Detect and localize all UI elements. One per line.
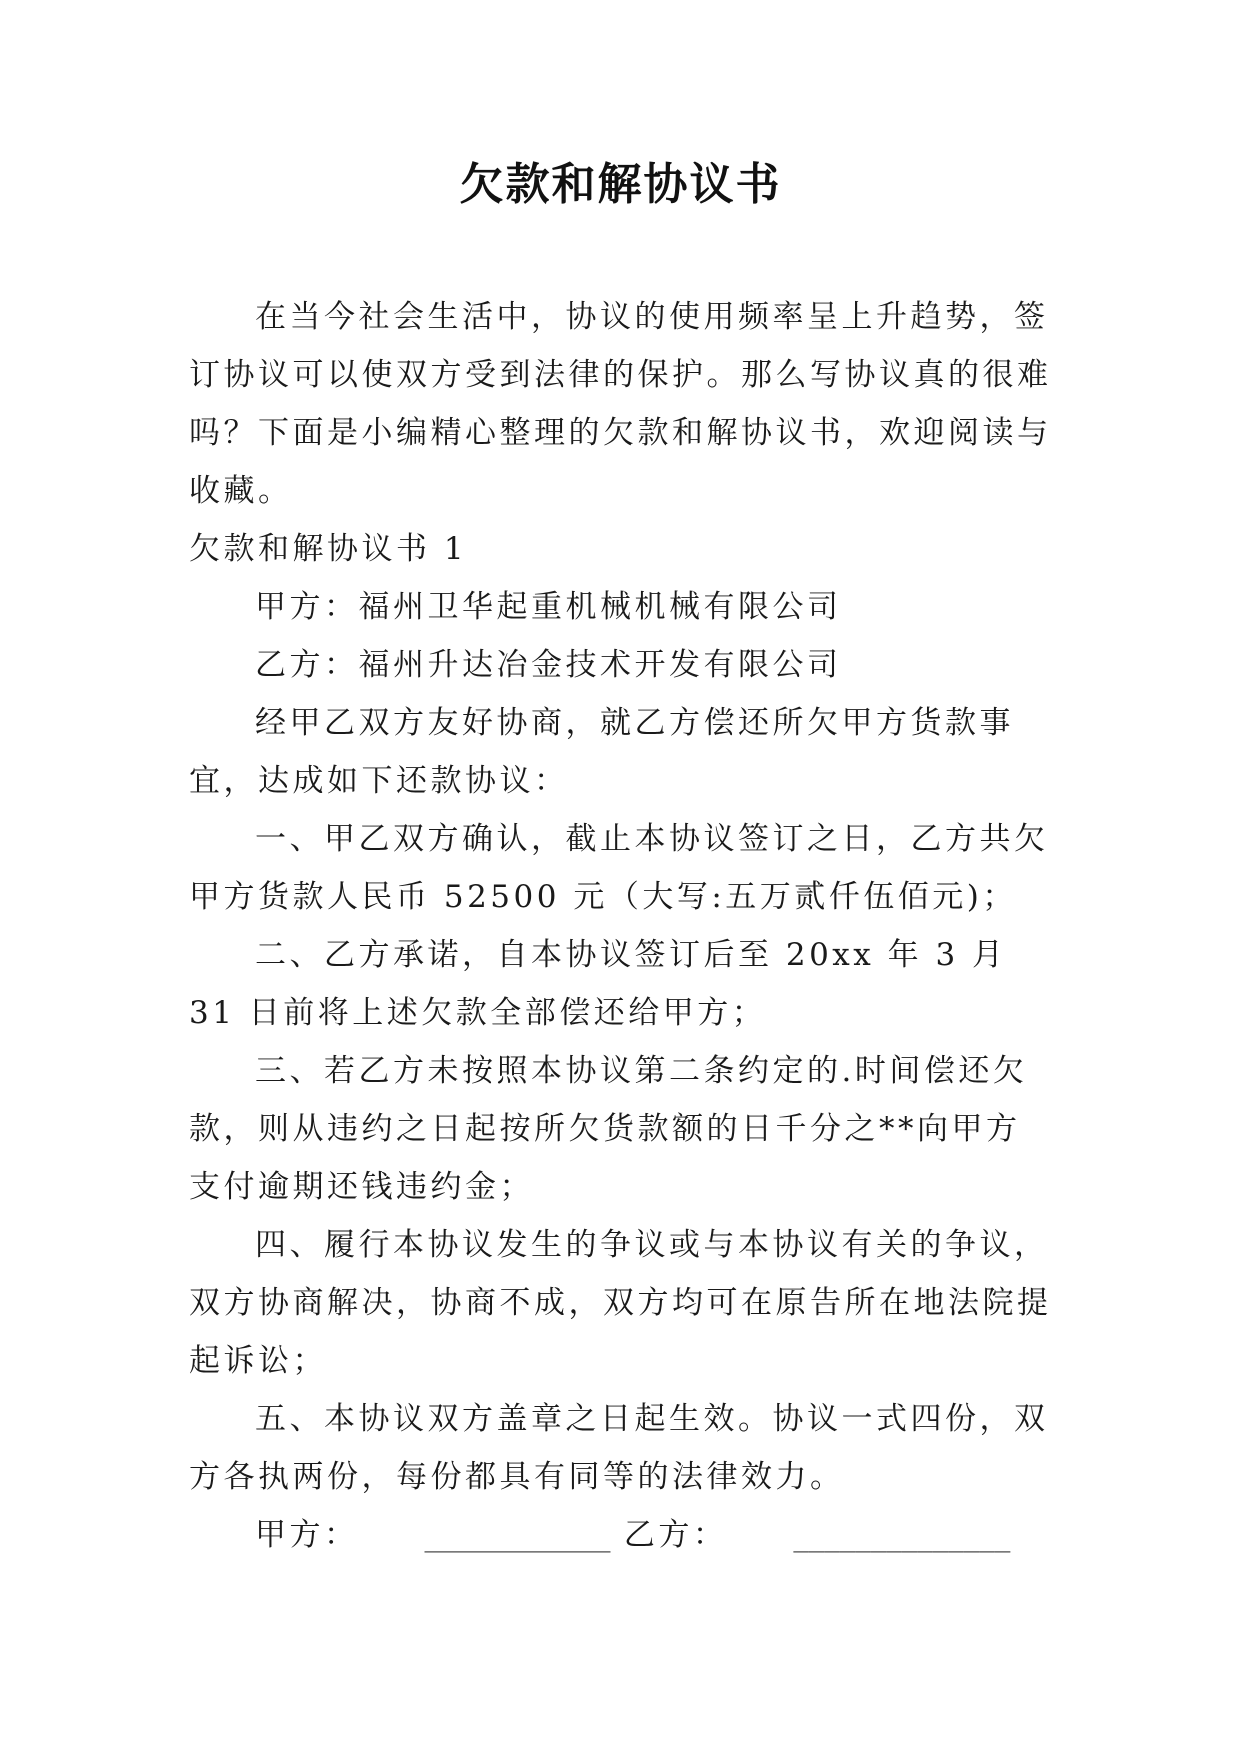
clause-1: 一、甲乙双方确认，截止本协议签订之日，乙方共欠甲方货款人民币 52500 元（大写:五万贰仟伍佰元)； (189, 821, 1049, 915)
preamble-paragraph: 经甲乙双方友好协商，就乙方偿还所欠甲方货款事宜，达成如下还款协议： (189, 705, 1014, 799)
intro-section (189, 288, 1054, 520)
clause-5: 五、本协议双方盖章之日起生效。协议一式四份，双方各执两份，每份都具有同等的法律效力。 (189, 1401, 1049, 1495)
section-title: 欠款和解协议书 1 (189, 531, 468, 567)
signature-party-b-blank: ______________ (793, 1517, 1011, 1553)
signature-party-a-label: 甲方： (255, 1517, 359, 1553)
document-title: 欠款和解协议书 (459, 159, 782, 210)
party-b-line: 乙方：福州升达冶金技术开发有限公司 (255, 647, 842, 683)
signature-party-a-blank: ____________ (424, 1517, 611, 1553)
clause-3: 三、若乙方未按照本协议第二条约定的.时间偿还欠款，则从违约之日起按所欠货款额的日千分之**向甲方支付逾期还钱违约金； (189, 1053, 1028, 1205)
intro-paragraph: 在当今社会生活中，协议的使用频率呈上升趋势，签订协议可以使双方受到法律的保护。那么写协议真的很难吗？下面是小编精心整理的欠款和解协议书，欢迎阅读与收藏。 (189, 299, 1052, 509)
signature-party-b-label: 乙方： (623, 1517, 728, 1553)
agreement-section (189, 520, 1054, 1564)
signature-line (189, 1506, 1054, 1564)
party-a-line: 甲方：福州卫华起重机械机械有限公司 (255, 589, 842, 625)
clause-4: 四、履行本协议发生的争议或与本协议有关的争议，双方协商解决，协商不成，双方均可在原告所在地法院提起诉讼； (189, 1227, 1052, 1379)
clause-2: 二、乙方承诺，自本协议签订后至 20xx 年 3 月 31 日前将上述欠款全部偿还给甲方； (189, 937, 1007, 1031)
